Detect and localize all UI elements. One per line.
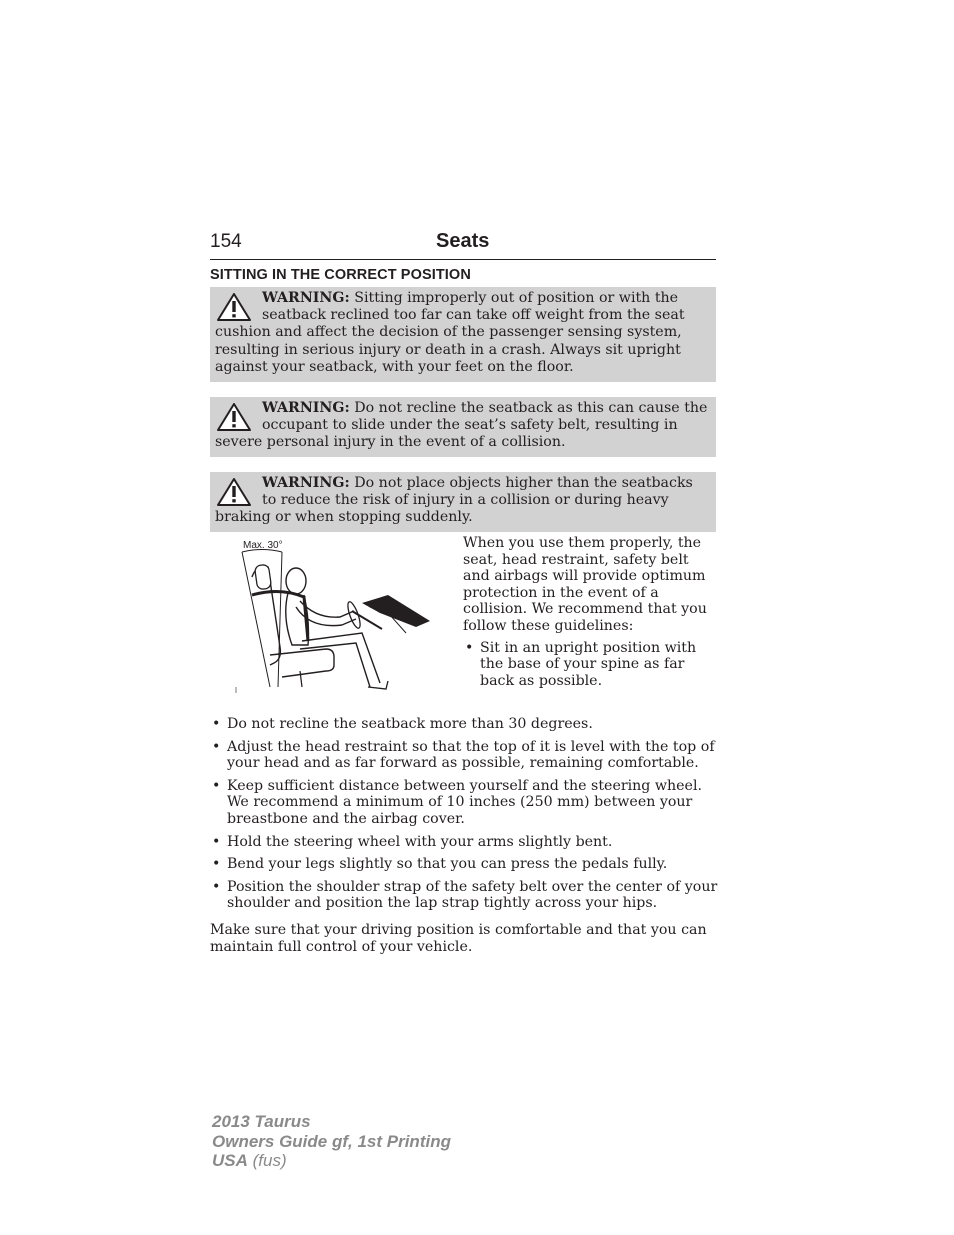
warning-box-2: [210, 397, 716, 457]
warning-text: Do not place objects higher than the seatbacks to reduce the risk of injury in a collision or during heavy braking or when stopping suddenly.: [215, 475, 693, 526]
page-header: [210, 229, 716, 260]
list-item: • Adjust the head restraint so that the top of it is level with the top of your head and as far forward as possible, remaining comfortable.: [210, 739, 718, 772]
footer-model: 2013 Taurus: [212, 1112, 311, 1131]
intro-paragraph: When you use them properly, the seat, head restraint, safety belt and airbags will provide optimum protection in the event of a collision. We recommend that you follow these guidelines:: [463, 535, 707, 634]
warning-triangle-icon: [216, 477, 252, 507]
right-column: [463, 535, 719, 695]
warning-box-3: [210, 472, 716, 532]
warning-label: WARNING:: [262, 290, 350, 306]
list-item: • Bend your legs slightly so that you can press the pedals fully.: [210, 856, 718, 873]
warning-label: WARNING:: [262, 475, 350, 491]
closing-paragraph: Make sure that your driving position is comfortable and that you can maintain full control of your vehicle.: [210, 922, 707, 955]
warning-triangle-icon: [216, 402, 252, 432]
list-item: • Keep sufficient distance between yourself and the steering wheel. We recommend a minimum of 10 inches (250 mm) between your breastbone and the airbag cover.: [210, 778, 718, 828]
list-item: • Do not recline the seatback more than 30 degrees.: [210, 716, 718, 733]
max-angle-label: Max. 30°: [243, 540, 283, 551]
warning-text: Sitting improperly out of position or with the seatback reclined too far can take off weight from the seat cushion and affect the decision of the passenger sensing system, resulting in serious injury or death in a crash. Always sit upright against your seatback, with your feet on the floor.: [215, 290, 685, 375]
footer-edition: Owners Guide gf, 1st Printing: [212, 1131, 451, 1151]
warning-triangle-icon: [216, 292, 252, 322]
warning-text: Do not recline the seatback as this can cause the occupant to slide under the seat’s safety belt, resulting in severe personal injury in the event of a collision.: [215, 400, 708, 451]
footer-market: USA (fus): [212, 1151, 287, 1170]
chapter-title: Seats: [436, 230, 490, 252]
footer: [212, 1112, 451, 1171]
section-heading: SITTING IN THE CORRECT POSITION: [210, 267, 471, 283]
list-item: • Position the shoulder strap of the safety belt over the center of your shoulder and position the lap strap tightly across your hips.: [210, 879, 718, 912]
list-item: • Sit in an upright position with the base of your spine as far back as possible.: [463, 640, 719, 690]
seating-position-illustration: [230, 537, 435, 697]
page-number: 154: [210, 231, 242, 252]
warning-box-1: [210, 287, 716, 382]
guideline-list: [210, 716, 718, 918]
guideline-list-top: [463, 640, 719, 690]
list-item: • Hold the steering wheel with your arms slightly bent.: [210, 834, 718, 851]
warning-label: WARNING:: [262, 400, 350, 416]
